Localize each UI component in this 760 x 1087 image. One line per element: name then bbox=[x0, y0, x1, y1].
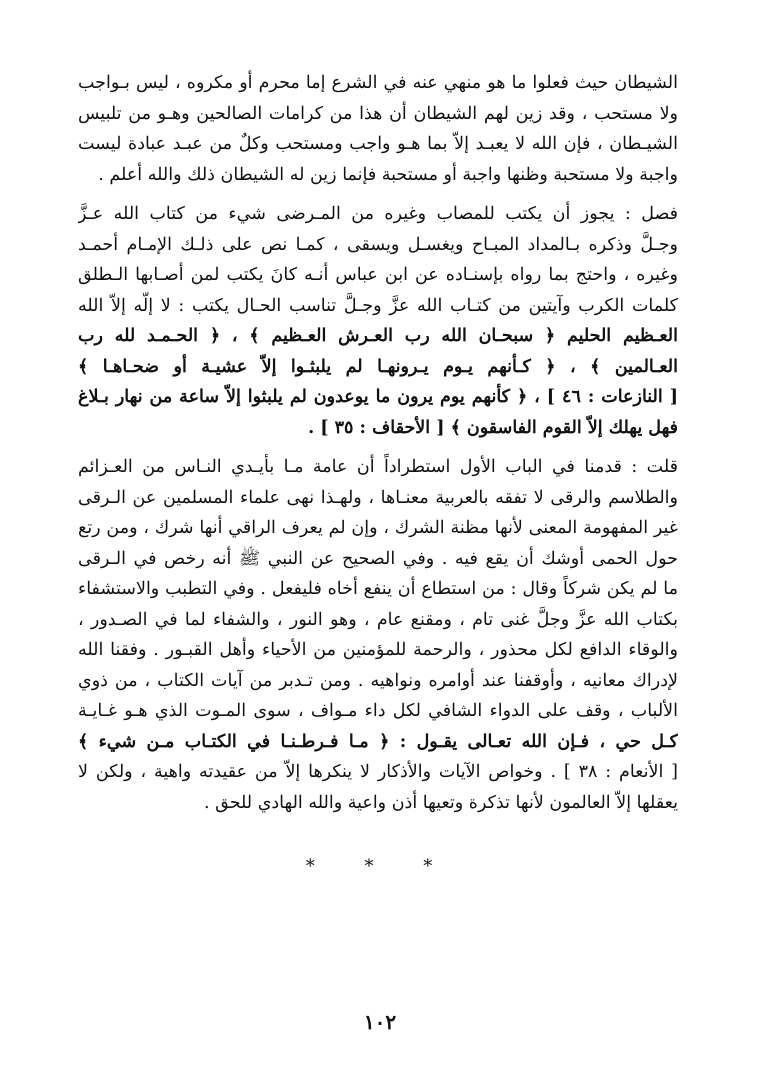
paragraph-3 bbox=[78, 452, 678, 818]
text-line: [ النازعات : ٤٦ ] ، ﴿ كأنهم يوم يرون ما يوعدون لم يلبثوا إلاّ ساعة من نهار بـلاغ bbox=[78, 387, 678, 407]
text-line: وجـلَّ وذكره بـالمداد المبـاح ويغسـل ويسقى ، كمـا نص على ذلـك الإمـام أحمـد bbox=[78, 234, 678, 255]
text-line: فصل : يجوز أن يكتب للمصاب وغيره من المـرضى شيء من كتاب الله عـزَّ bbox=[78, 204, 678, 224]
text-line: حول الحمى أوشك أن يقع فيه . وفي الصحيح عن النبي ﷺ أنه رخص في الـرقى bbox=[78, 548, 678, 569]
text-line: ما لم يكن شركاً وقال : من استطاع أن ينفع أخاه فليفعل . وفي التطبب والاستشفاء bbox=[78, 579, 678, 599]
text-line: ولا مستحب ، وقد زين لهم الشيطان أن هذا من كرامات الصالحين وهـو من تلبيس bbox=[78, 103, 678, 124]
text-line: والوقاء الدافع لكل محذور ، والرحمة للمؤمنين من الأحياء وأهل القبـور . وفقنا الله bbox=[78, 640, 678, 660]
text-line: لإدراك معانيه ، وأوقفنا عند أوامره ونواهيه . ومن تـدبر من آيات الكتاب ، من ذوي bbox=[78, 670, 678, 691]
text-line: قلت : قدمنا في الباب الأول استطراداً أن عامة مـا بأيـدي النـاس من العـزائم bbox=[78, 457, 678, 477]
page-body bbox=[78, 68, 678, 818]
text-line: الشيـطان ، فإن الله لا يعبـد إلاّ بما هـو واجب ومستحب وكلٌ من عبـد عبادة ليست bbox=[78, 134, 678, 154]
text-line: كـل حي ، فـإن الله تعـالى يقـول : ﴿ مـا فـرطـنـا في الكتـاب مـن شيء ﴾ bbox=[78, 731, 678, 752]
text-line: وغيره ، واحتج بما رواه بإسنـاده عن ابن عباس أنـه كانَ يكتب لمن أصـابها الـطلق bbox=[78, 265, 678, 285]
page-number: ١٠٢ bbox=[363, 1010, 397, 1034]
text-line: غير المفهومة المعنى لأنها مظنة الشرك ، وإن لم يعرف الراقي أنها شرك ، ومن رتع bbox=[78, 518, 678, 538]
text-line: يعقلها إلاّ العالمون لأنها تذكرة وتعيها أذن واعية والله الهادي للحق . bbox=[203, 792, 678, 813]
paragraph-2 bbox=[78, 199, 678, 443]
text-line: الألباب ، وقف على الدواء الشافي لكل داء مـواف ، سوى المـوت الذي هـو غـايـة bbox=[78, 701, 678, 721]
paragraph-1 bbox=[78, 68, 678, 190]
text-line: الشيطان حيث فعلوا ما هو منهي عنه في الشرع إما محرم أو مكروه ، ليس بـواجب bbox=[78, 73, 678, 93]
text-line: كلمات الكرب وآيتين من كتـاب الله عزَّ وجـلَّ تناسب الحـال يكتب : لا إلّه إلاّ الله bbox=[78, 295, 678, 316]
text-line: بكتاب الله عزَّ وجلَّ غنى تام ، ومقنع عام ، وهو النور ، والشفاء لما في الصـدور ، bbox=[78, 609, 678, 630]
text-line: واجبة ولا مستحبة وظنها واجبة أو مستحبة فإنما زين له الشيطان ذلك والله أعلم . bbox=[98, 164, 678, 185]
text-line: والطلاسم والرقى لا تفقه بالعربية معنـاها ، ولهـذا نهى علماء المسلمين عن الـرقى bbox=[78, 487, 678, 508]
text-line: فهل يهلك إلاّ القوم الفاسقون ﴾ [ الأحقاف : ٣٥ ] . bbox=[308, 417, 678, 438]
text-line: العـظيم الحليم ﴿ سبحـان الله رب العـرش العـظيم ﴾ ، ﴿ الحـمـد لله رب bbox=[78, 326, 678, 346]
section-separator: * * * bbox=[305, 856, 455, 877]
text-line: العـالمين ﴾ ، ﴿ كـأنهم يـوم يـرونهـا لم يلبثـوا إلاّ عشيـة أو ضحـاهـا ﴾ bbox=[78, 356, 678, 377]
text-line: [ الأنعام : ٣٨ ] . وخواص الآيات والأذكار لا ينكرها إلاّ من عقيدته واهية ، ولكن لا bbox=[78, 762, 678, 782]
